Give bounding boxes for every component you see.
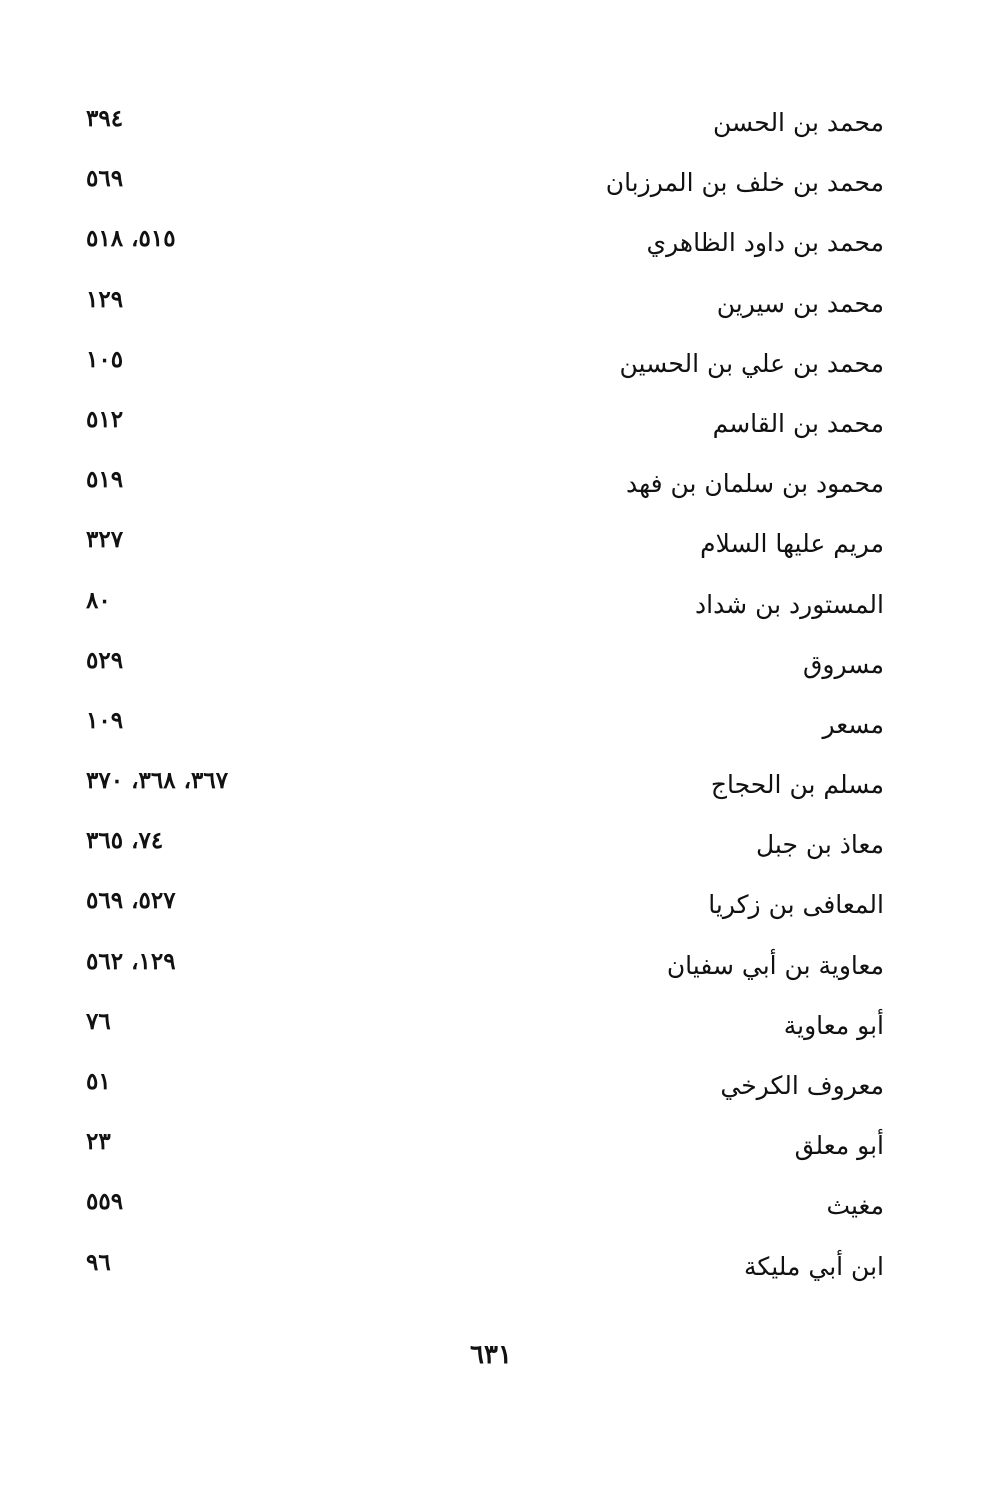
- entry-pages: ٥٢٩: [86, 646, 124, 674]
- entry-pages: ٣٩٤: [86, 105, 124, 132]
- entry-pages: ٣٢٧: [86, 526, 124, 554]
- entry-name: محمد بن داود الظاهري: [646, 228, 884, 258]
- index-entry: [0, 1058, 982, 1118]
- entry-name: مسعر: [822, 709, 884, 739]
- entry-name: معاذ بن جبل: [755, 830, 884, 860]
- index-entry: [0, 276, 982, 336]
- entry-pages: ١٢٩، ٥٦٢: [86, 947, 176, 975]
- index-entry: [0, 998, 982, 1058]
- index-entry: [0, 215, 982, 275]
- index-list: [0, 95, 982, 1299]
- entry-name: المعافى بن زكريا: [708, 890, 884, 920]
- entry-pages: ٥١٢: [86, 405, 124, 433]
- index-entry: [0, 938, 982, 998]
- entry-name: محمد بن القاسم: [712, 408, 884, 438]
- entry-pages: ٥١٥، ٥١٨: [86, 225, 176, 253]
- entry-name: محمد بن علي بن الحسين: [619, 348, 884, 378]
- entry-pages: ٣٦٧، ٣٦٨، ٣٧٠: [86, 767, 229, 795]
- entry-pages: ٩٦: [86, 1248, 111, 1276]
- entry-name: أبو معاوية: [783, 1010, 884, 1040]
- entry-name: محمد بن سيرين: [716, 288, 884, 318]
- entry-name: مغيث: [826, 1191, 884, 1221]
- entry-name: مسروق: [803, 649, 884, 679]
- entry-name: أبو معلق: [794, 1131, 884, 1161]
- entry-name: ابن أبي مليكة: [744, 1251, 884, 1281]
- index-entry: [0, 1118, 982, 1178]
- entry-pages: ٢٣: [86, 1128, 111, 1156]
- entry-pages: ٨٠: [86, 586, 111, 614]
- index-entry: [0, 516, 982, 576]
- entry-pages: ٥٦٩: [86, 165, 124, 193]
- entry-name: محمد بن الحسن: [712, 108, 884, 137]
- entry-name: مريم عليها السلام: [700, 529, 884, 559]
- entry-name: محمد بن خلف بن المرزبان: [605, 168, 884, 198]
- index-entry: [0, 155, 982, 215]
- entry-pages: ١٢٩: [86, 285, 124, 313]
- entry-name: مسلم بن الحجاج: [710, 770, 884, 800]
- entry-name: معاوية بن أبي سفيان: [666, 950, 884, 980]
- index-entry: [0, 1178, 982, 1238]
- entry-pages: ٥٥٩: [86, 1188, 124, 1216]
- index-entry: [0, 1239, 982, 1299]
- index-entry: [0, 637, 982, 697]
- index-entry: [0, 757, 982, 817]
- entry-pages: ٧٤، ٣٦٥: [86, 827, 164, 855]
- index-entry: [0, 336, 982, 396]
- index-entry: [0, 396, 982, 456]
- entry-pages: ٥١٩: [86, 466, 124, 494]
- entry-pages: ٥٢٧، ٥٦٩: [86, 887, 176, 915]
- entry-name: محمود بن سلمان بن فهد: [625, 469, 884, 499]
- index-entry: [0, 697, 982, 757]
- entry-pages: ٧٦: [86, 1007, 111, 1035]
- index-entry: [0, 95, 982, 155]
- index-entry: [0, 877, 982, 937]
- index-entry: [0, 456, 982, 516]
- index-entry: [0, 577, 982, 637]
- entry-name: معروف الكرخي: [720, 1071, 884, 1100]
- index-entry: [0, 817, 982, 877]
- entry-pages: ٥١: [86, 1068, 111, 1095]
- entry-pages: ١٠٩: [86, 706, 124, 734]
- entry-pages: ١٠٥: [86, 345, 124, 373]
- page-number: ٦٣١: [470, 1340, 512, 1370]
- entry-name: المستورد بن شداد: [694, 589, 884, 619]
